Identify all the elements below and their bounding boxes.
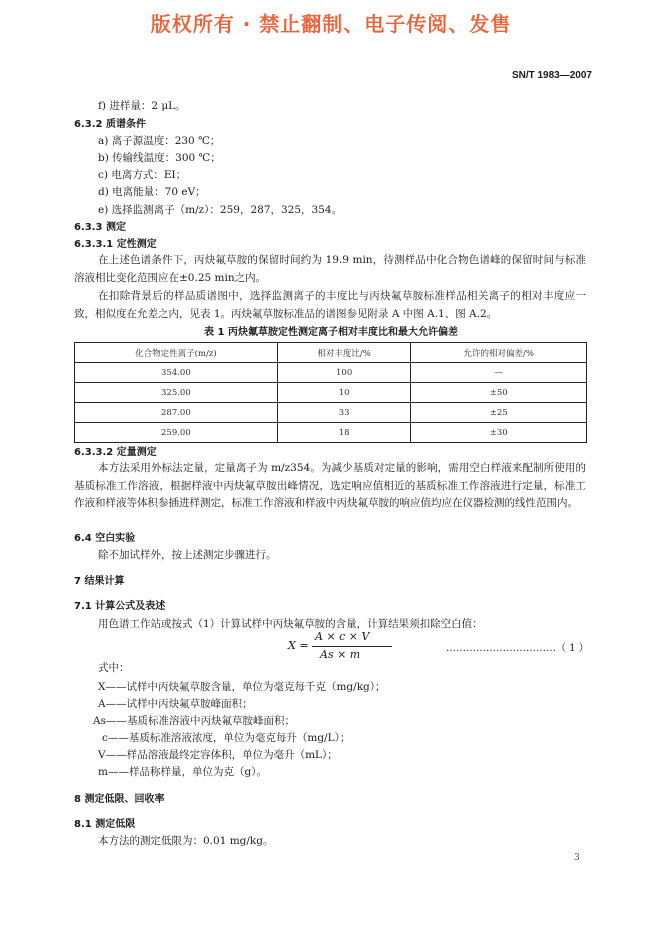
table-header: 化合物定性离子(m/z) xyxy=(75,343,278,363)
section-6-3-3: 6.3.3 测定 xyxy=(74,222,126,233)
copyright-banner: 版权所有 · 禁止翻制、电子传阅、发售 xyxy=(150,12,512,36)
paragraph-lod: 本方法的测定低限为：0.01 mg/kg。 xyxy=(98,835,274,847)
formula-lhs: X = xyxy=(288,639,309,652)
section-8: 8 测定低限、回收率 xyxy=(74,794,165,805)
table-cell: 100 xyxy=(277,363,411,383)
table1 xyxy=(74,342,587,443)
def-m: m——样品称样量，单位为克（g）。 xyxy=(98,766,267,778)
table-header: 允许的相对偏差/% xyxy=(411,343,587,363)
table-row xyxy=(75,403,587,423)
table1-caption: 表 1 丙炔氟草胺定性测定离子相对丰度比和最大允许偏差 xyxy=(204,327,458,338)
item-e: e) 选择监测离子（m/z）：259，287，325，354。 xyxy=(98,204,343,216)
table-header-row xyxy=(75,343,587,363)
table-cell: — xyxy=(411,363,587,383)
item-d: d) 电离能量：70 eV； xyxy=(98,186,206,198)
table-cell: 259.00 xyxy=(75,423,278,443)
table-cell: ±25 xyxy=(411,403,587,423)
section-6-3-3-1: 6.3.3.1 定性测定 xyxy=(74,239,157,250)
def-c: c——基质标准溶液浓度，单位为毫克每升（mg/L）； xyxy=(102,732,351,744)
table-row xyxy=(75,363,587,383)
table-header: 相对丰度比/% xyxy=(277,343,411,363)
def-As: As——基质标准溶液中丙炔氟草胺峰面积； xyxy=(93,715,295,727)
paragraph-mass-spectrum: 在扣除背景后的样品质谱图中，选择监测离子的丰度比与丙炔氟草胺标准样品相关离子的相对丰度应一致，相似度在允差之内，见表 1。丙炔氟草胺标准品的谱图参见附录 A 中图 A.1、图 A.2。 xyxy=(74,290,586,320)
section-6-3-3-2: 6.3.3.2 定量测定 xyxy=(74,447,157,458)
section-6-4: 6.4 空白实验 xyxy=(74,533,136,544)
item-b: b) 传输线温度：300 ℃； xyxy=(98,152,221,164)
table-cell: 33 xyxy=(277,403,411,423)
def-V: V——样品溶液最终定容体积，单位为毫升（mL）； xyxy=(98,749,338,761)
table-cell: 354.00 xyxy=(75,363,278,383)
table-cell: 287.00 xyxy=(75,403,278,423)
table-cell: ±30 xyxy=(411,423,587,443)
formula-numerator: A × c × V xyxy=(315,630,370,643)
section-6-3-2: 6.3.2 质谱条件 xyxy=(74,119,146,130)
table-row xyxy=(75,423,587,443)
page-number: 3 xyxy=(574,853,580,863)
standard-number: SN/T 1983—2007 xyxy=(511,70,592,81)
section-7: 7 结果计算 xyxy=(74,576,125,587)
table-cell: 10 xyxy=(277,383,411,403)
formula-denominator: As × m xyxy=(320,648,361,661)
equation-number: ……………………………（ 1 ） xyxy=(446,643,589,654)
item-c: c) 电离方式：EI； xyxy=(98,169,187,181)
def-X: X——试样中丙炔氟草胺含量，单位为毫克每千克（mg/kg）； xyxy=(98,681,386,693)
fraction-bar xyxy=(312,646,392,647)
table-cell: ±50 xyxy=(411,383,587,403)
where-label: 式中： xyxy=(98,662,130,674)
paragraph-blank: 除不加试样外，按上述测定步骤进行。 xyxy=(98,549,277,561)
item-f: f) 进样量：2 μL。 xyxy=(98,100,186,112)
item-a: a) 离子源温度：230 ℃； xyxy=(98,135,221,147)
section-7-1: 7.1 计算公式及表述 xyxy=(74,601,166,612)
table-cell: 325.00 xyxy=(75,383,278,403)
table-cell: 18 xyxy=(277,423,411,443)
def-A: A——试样中丙炔氟草胺峰面积； xyxy=(98,698,253,710)
paragraph-qualitative: 在上述色谱条件下，丙炔氟草胺的保留时间约为 19.9 min，待测样品中化合物色谱峰的保留时间与标准溶液相比变化范围应在±0.25 min之内。 xyxy=(74,254,586,284)
table-row xyxy=(75,383,587,403)
paragraph-quantitative: 本方法采用外标法定量，定量离子为 m/z354。为减少基质对定量的影响，需用空白样液来配制所使用的基质标准工作溶液，根据样液中丙炔氟草胺出峰情况，选定响应值相近的基质标准工作溶液进行定量，标准工作液和样液等体积参插进样测定，标准工作溶液和样液中丙炔氟草胺的响应值均应在仪器检测的线性范围内。 xyxy=(74,462,586,509)
section-8-1: 8.1 测定低限 xyxy=(74,819,136,830)
paragraph-formula-intro: 用色谱工作站或按式（1）计算试样中丙炔氟草胺的含量，计算结果须扣除空白值： xyxy=(98,618,483,630)
